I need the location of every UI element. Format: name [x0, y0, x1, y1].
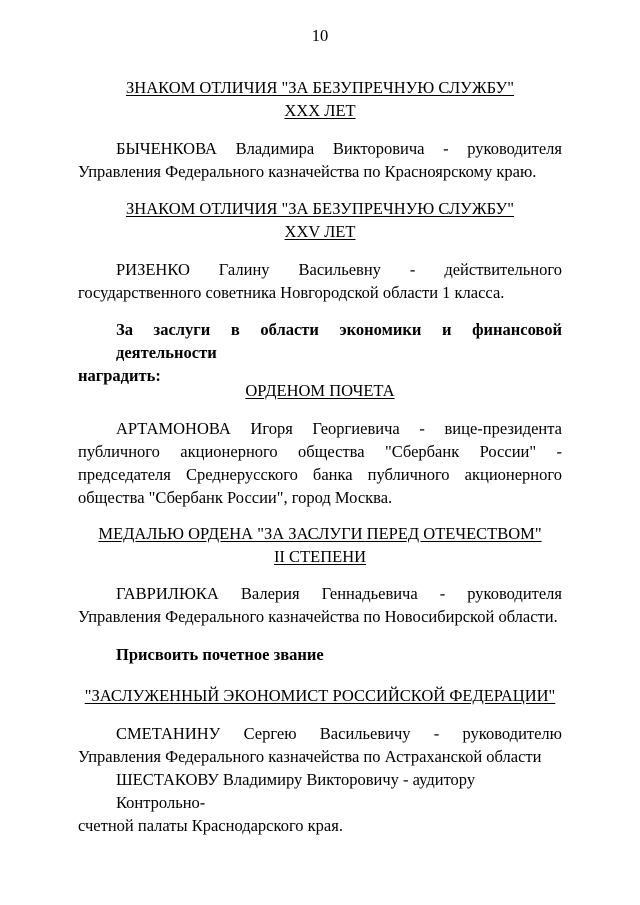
order-of-honor-heading	[78, 379, 562, 402]
intro-line: За заслуги в области экономики и финансовой деятельности	[116, 320, 562, 362]
heading-line: ЗНАКОМ ОТЛИЧИЯ "ЗА БЕЗУПРЕЧНУЮ СЛУЖБУ"	[126, 78, 514, 97]
heading-line: МЕДАЛЬЮ ОРДЕНА "ЗА ЗАСЛУГИ ПЕРЕД ОТЕЧЕСТВОМ"	[98, 524, 542, 543]
entry-first-line: ШЕСТАКОВУ Владимиру Викторовичу - аудитору Контрольно-	[116, 770, 476, 812]
award-entry-gavrilyuk	[78, 582, 562, 628]
entry-line: публичного акционерного общества "Сбербанк России" -	[78, 442, 562, 461]
award-entry-bychenkov	[78, 137, 562, 183]
economy-merit-intro	[78, 318, 562, 387]
award-entry-smetanin	[78, 722, 562, 768]
medal-heading	[78, 522, 562, 568]
entry-line: общества "Сбербанк России", город Москва.	[78, 488, 393, 507]
entry-first-line: СМЕТАНИНУ Сергею Васильевичу - руководителю	[116, 724, 562, 743]
entry-line: АРТАМОНОВА Игоря Георгиевича - вице-президента	[116, 419, 562, 438]
award-heading-25-years	[78, 197, 562, 243]
entry-rest: государственного советника Новгородской области 1 класса.	[78, 283, 505, 302]
entry-first-line: РИЗЕНКО Галину Васильевну - действительного	[116, 260, 562, 279]
entry-first-line: ГАВРИЛЮКА Валерия Геннадьевича - руководителя	[116, 584, 562, 603]
award-entry-shestakov	[78, 768, 562, 837]
entry-line: председателя Среднерусского банка публичного акционерного	[78, 465, 562, 484]
award-entry-artamonov	[78, 417, 562, 509]
heading-line: XXV ЛЕТ	[284, 222, 356, 241]
entry-rest: Управления Федерального казначейства по Астраханской области	[78, 747, 542, 766]
entry-first-line: БЫЧЕНКОВА Владимира Викторовича - руководителя	[116, 139, 562, 158]
heading-line: II СТЕПЕНИ	[273, 547, 367, 566]
page-number: 10	[311, 26, 329, 45]
entry-rest: Управления Федерального казначейства по Красноярскому краю.	[78, 162, 537, 181]
heading-line: ЗНАКОМ ОТЛИЧИЯ "ЗА БЕЗУПРЕЧНУЮ СЛУЖБУ"	[126, 199, 514, 218]
heading-line: ОРДЕНОМ ПОЧЕТА	[245, 381, 395, 400]
heading-line: "ЗАСЛУЖЕННЫЙ ЭКОНОМИСТ РОССИЙСКОЙ ФЕДЕРАЦИИ"	[84, 686, 556, 705]
entry-rest: Управления Федерального казначейства по Новосибирской области.	[78, 607, 558, 626]
award-entry-rizenko	[78, 258, 562, 304]
honorary-title-intro	[78, 643, 562, 666]
heading-line: XXX ЛЕТ	[284, 101, 356, 120]
intro-line: Присвоить почетное звание	[116, 645, 324, 664]
intro-line: наградить:	[78, 366, 161, 385]
entry-rest: счетной палаты Краснодарского края.	[78, 816, 343, 835]
honored-economist-heading	[78, 684, 562, 707]
award-heading-30-years	[78, 76, 562, 122]
